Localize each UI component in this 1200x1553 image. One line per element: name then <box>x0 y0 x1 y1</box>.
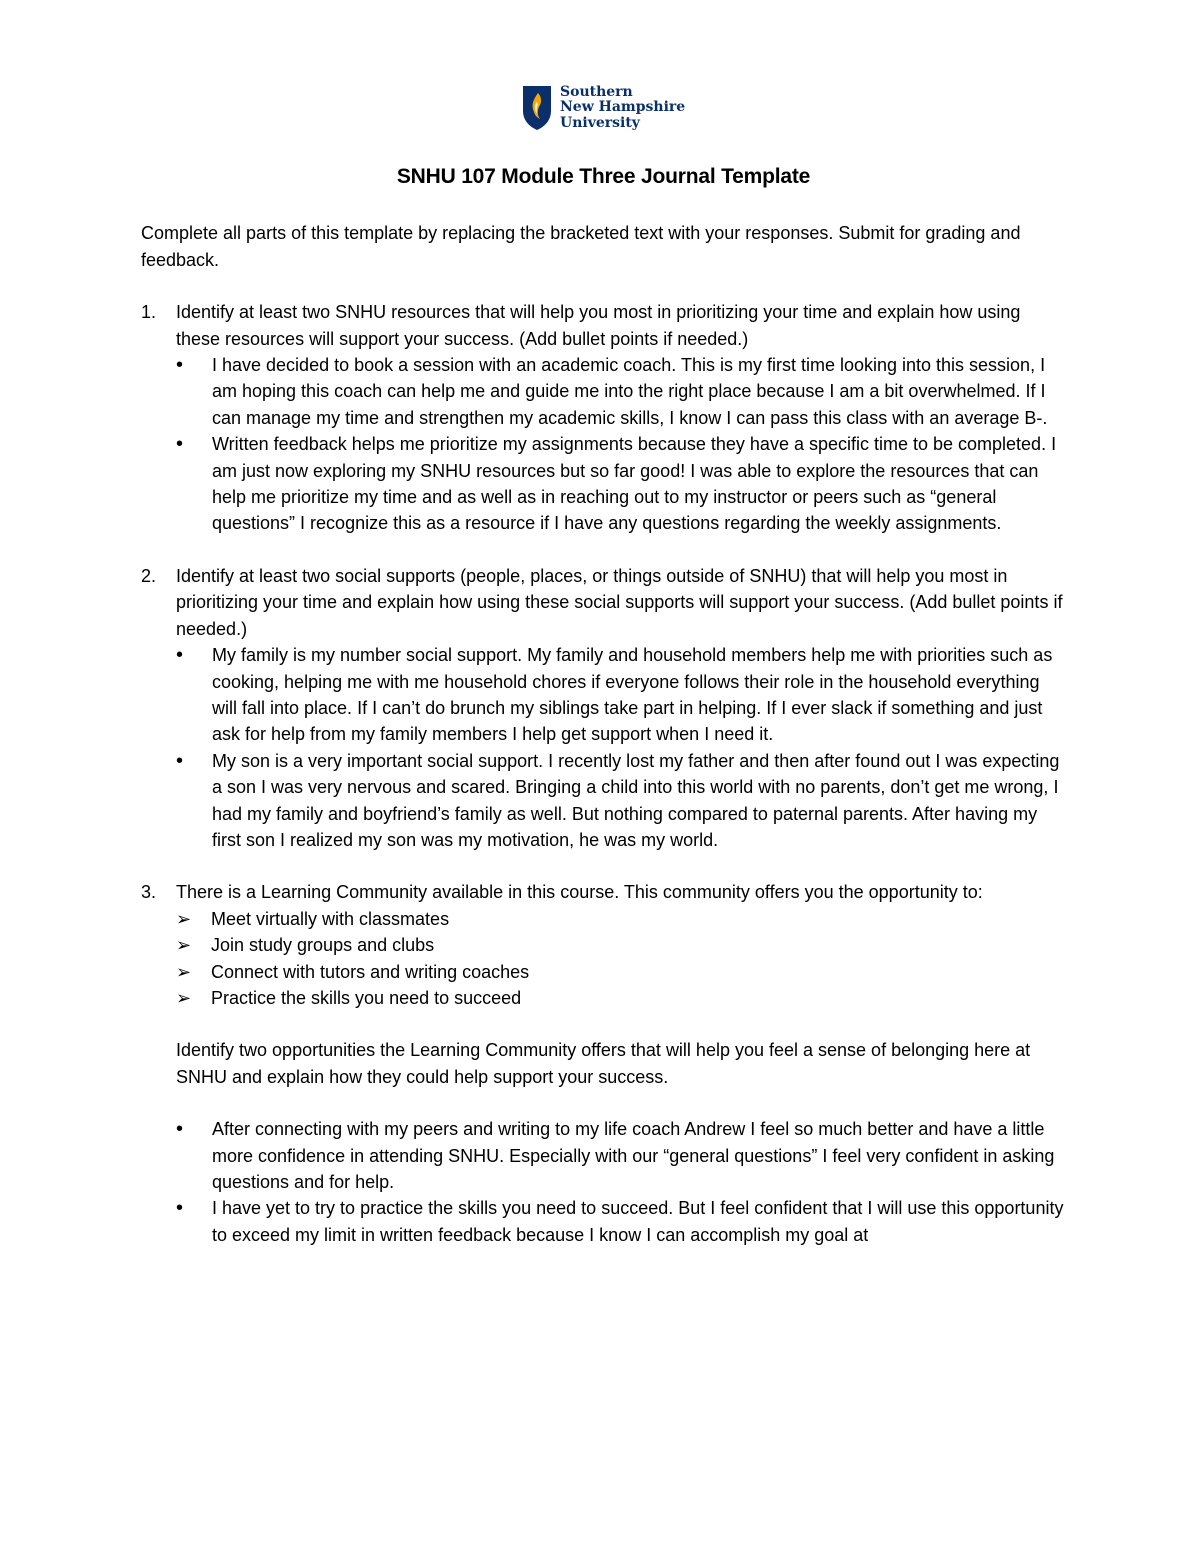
list-item: • After connecting with my peers and writing to my life coach Andrew I feel so much better and have a little more confidence in attending SNHU. Especially with our “general questions” I feel very confident in asking questions and for help. <box>176 1116 1066 1195</box>
arrow-bullet-icon: ➢ <box>176 987 192 1008</box>
list-item: ➢ Connect with tutors and writing coaches <box>176 959 1066 985</box>
intro-paragraph: Complete all parts of this template by replacing the bracketed text with your responses. Submit for grading and feedback. <box>141 223 1021 270</box>
page-title: SNHU 107 Module Three Journal Template <box>396 165 811 188</box>
question-3-bullets <box>176 1116 1066 1248</box>
question-2-number: 2. <box>141 565 157 586</box>
question-3-number: 3. <box>141 882 157 903</box>
question-2 <box>141 563 1066 853</box>
list-item: • I have yet to try to practice the skills you need to succeed. But I feel confident that I will use this opportunity to exceed my limit in written feedback because I know I can accomplish my goal at <box>176 1195 1066 1248</box>
arrow-bullet-icon: ➢ <box>176 961 192 982</box>
snhu-shield-flame-icon <box>522 85 552 131</box>
question-3 <box>141 879 1066 905</box>
logo-line-1: Southern <box>560 83 633 100</box>
arrow-bullet-icon: ➢ <box>176 908 192 929</box>
question-3-prompt: Identify two opportunities the Learning Community offers that will help you feel a sense of belonging here at SNHU and explain how they could help support your success. <box>176 1040 1031 1087</box>
list-item: • Written feedback helps me prioritize my assignments because they have a specific time to be completed. I am just now exploring my SNHU resources but so far good! I was able to explore the resources that can help me prioritize my time and as well as in reaching out to my instructor or peers such as “general questions” I recognize this as a resource if I have any questions regarding the weekly assignments. <box>176 431 1066 537</box>
question-1-number: 1. <box>141 302 157 323</box>
logo-line-3: University <box>560 114 640 131</box>
question-3-arrow-list <box>141 906 1066 1012</box>
question-3-prompt-block <box>141 1037 1066 1248</box>
question-1-bullets <box>176 352 1066 537</box>
question-3-text: There is a Learning Community available in this course. This community offers you the opportunity to: <box>176 882 983 903</box>
list-item: ➢ Join study groups and clubs <box>176 932 1066 958</box>
arrow-bullet-icon: ➢ <box>176 935 192 956</box>
question-2-bullets <box>176 642 1066 853</box>
logo-line-2: New Hampshire <box>560 99 686 116</box>
question-1 <box>141 299 1066 537</box>
list-item: • I have decided to book a session with an academic coach. This is my first time looking into this session, I am hoping this coach can help me and guide me into the right place because I am a bit overwhelmed. If I can manage my time and strengthen my academic skills, I know I can pass this class with an average B-. <box>176 352 1066 431</box>
list-item: ➢ Meet virtually with classmates <box>176 906 1066 932</box>
question-2-text: Identify at least two social supports (people, places, or things outside of SNHU) that will help you most in prioritizing your time and explain how using these social supports will support your success. (Add bullet points if needed.) <box>176 565 1063 639</box>
question-1-text: Identify at least two SNHU resources that will help you most in prioritizing your time and explain how using these resources will support your success. (Add bullet points if needed.) <box>176 302 1021 349</box>
list-item: ➢ Practice the skills you need to succeed <box>176 985 1066 1011</box>
document-body <box>141 160 1066 1248</box>
list-item: • My son is a very important social support. I recently lost my father and then after found out I was expecting a son I was very nervous and scared. Bringing a child into this world with no parents, don’t get me wrong, I had my family and boyfriend’s family as well. But nothing compared to paternal parents. After having my first son I realized my son was my motivation, he was my world. <box>176 748 1066 854</box>
list-item: • My family is my number social support. My family and household members help me with priorities such as cooking, helping me with me household chores if everyone follows their role in the household everything will fall into place. If I can’t do brunch my siblings take part in helping. If I ever slack if something and just ask for help from my family members I help get support when I need it. <box>176 642 1066 748</box>
snhu-logo <box>522 84 685 132</box>
